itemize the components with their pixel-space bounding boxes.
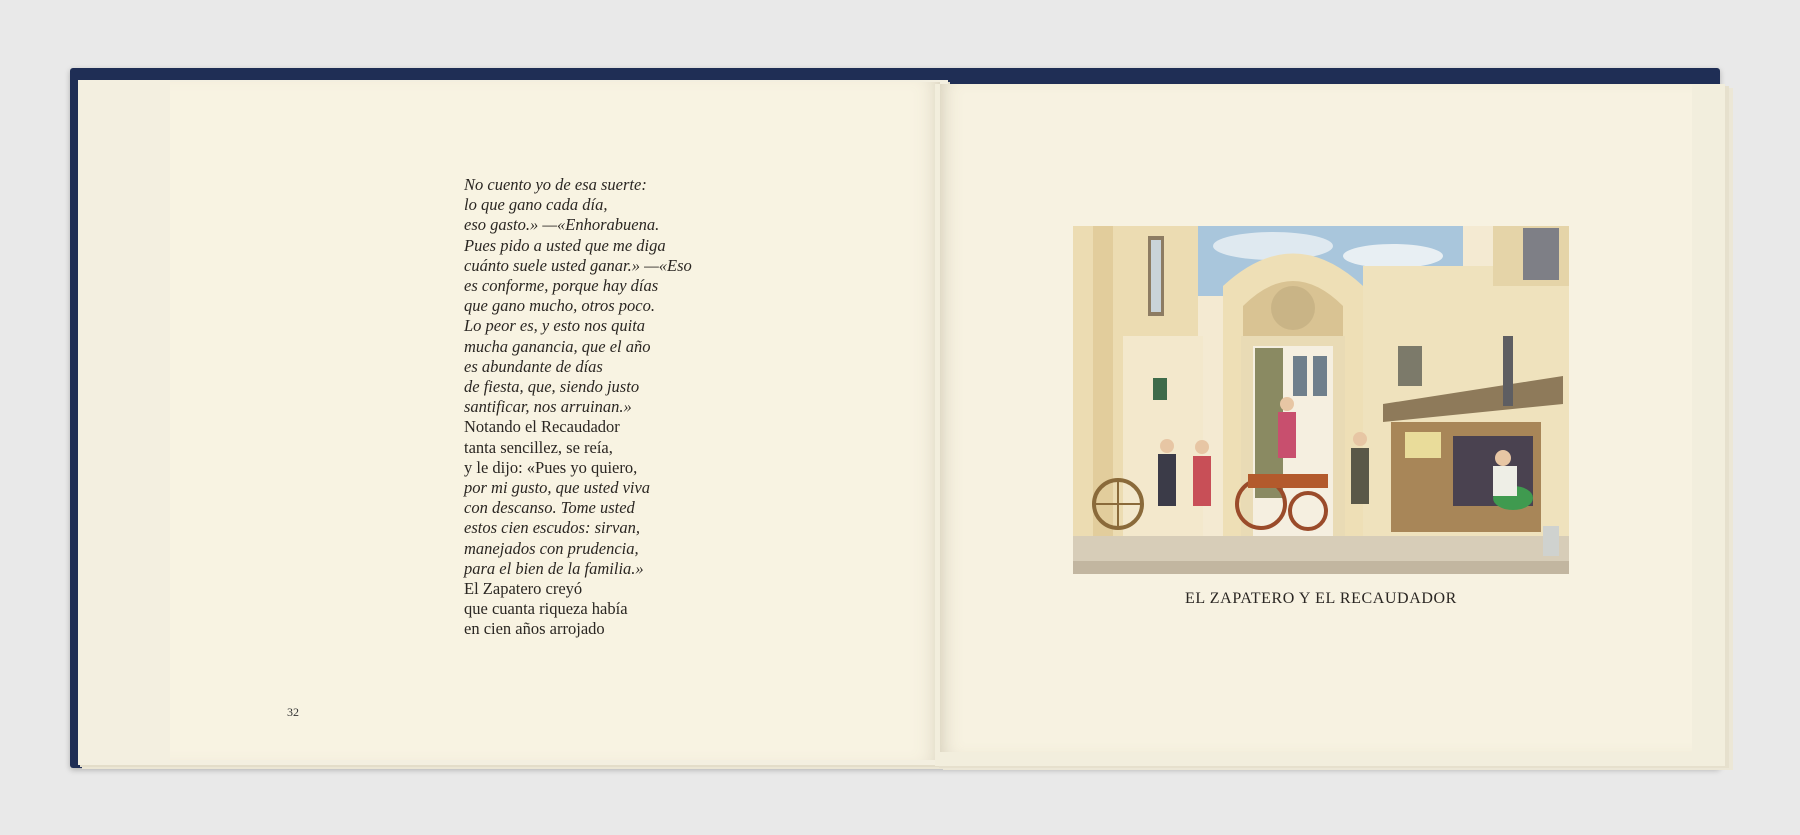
- poem-line: estos cien escudos: sirvan,: [464, 518, 640, 538]
- poem-line: para el bien de la familia.»: [464, 558, 644, 578]
- poem-text: [464, 175, 784, 640]
- poem-line: cuánto suele usted ganar.» —«Eso: [464, 255, 692, 275]
- poem-line: que gano mucho, otros poco.: [464, 296, 655, 316]
- poem-line: y le dijo: «Pues yo quiero,: [464, 457, 638, 477]
- poem-line: que cuanta riqueza había: [464, 599, 628, 619]
- illustration-caption: EL ZAPATERO Y EL RECAUDADOR: [1185, 590, 1457, 607]
- poem-line: es conforme, porque hay días: [464, 276, 659, 296]
- poem-line: por mi gusto, que usted viva: [464, 478, 651, 498]
- poem-line: Lo peor es, y esto nos quita: [464, 316, 646, 336]
- poem-line: No cuento yo de esa suerte:: [464, 175, 647, 194]
- poem-line: Pues pido a usted que me diga: [464, 235, 666, 255]
- illustration-scene: [1073, 226, 1569, 574]
- poem-line: mucha ganancia, que el año: [464, 336, 651, 356]
- poem-line: con descanso. Tome usted: [464, 498, 635, 518]
- poem-line: santificar, nos arruinan.»: [464, 397, 632, 417]
- poem-line: Notando el Recaudador: [464, 417, 620, 437]
- illustration: [1073, 226, 1569, 574]
- poem-line: lo que gano cada día,: [464, 195, 608, 215]
- page-number: 32: [287, 705, 299, 719]
- poem-line: eso gasto.» —«Enhorabuena.: [464, 215, 660, 235]
- poem-line: tanta sencillez, se reía,: [464, 437, 613, 457]
- poem-line: en cien años arrojado: [464, 619, 605, 639]
- poem-line: El Zapatero creyó: [464, 579, 583, 599]
- poem-line: de fiesta, que, siendo justo: [464, 377, 640, 397]
- poem-line: es abundante de días: [464, 356, 603, 376]
- poem-line: manejados con prudencia,: [464, 538, 639, 558]
